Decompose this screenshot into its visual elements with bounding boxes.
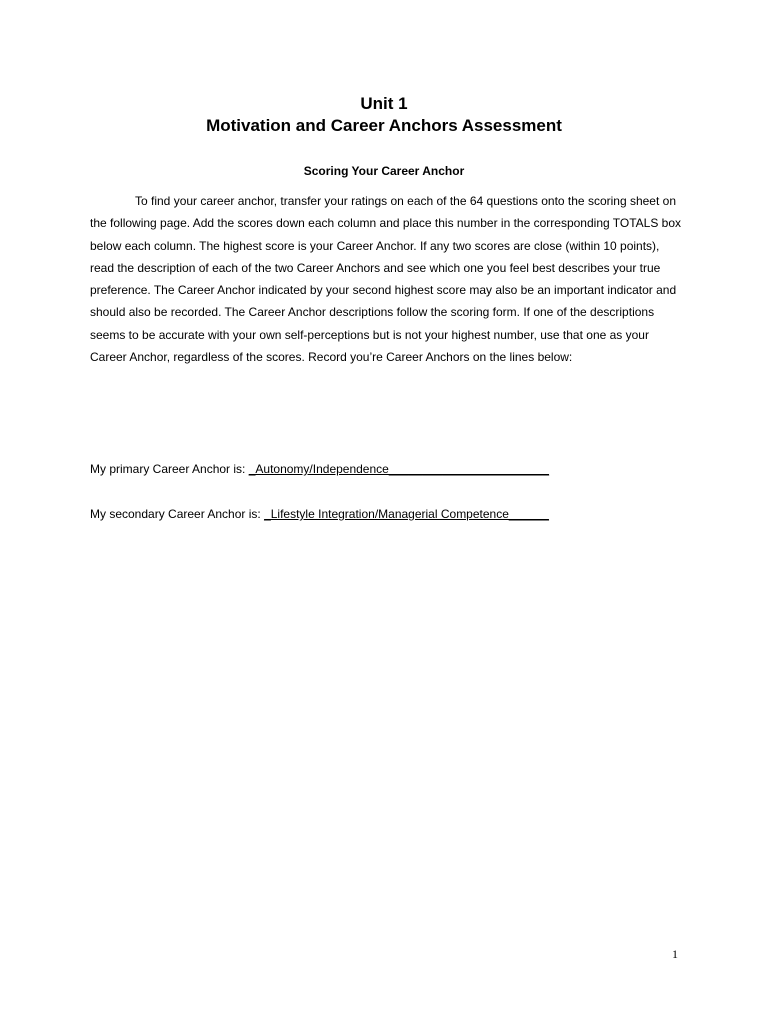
unit-title: Unit 1 [360, 94, 408, 113]
secondary-anchor-value: _Lifestyle Integration/Managerial Competence______ [264, 507, 549, 521]
secondary-anchor-label: My secondary Career Anchor is: [90, 507, 265, 521]
primary-anchor-label: My primary Career Anchor is: [90, 462, 249, 476]
document-title: Motivation and Career Anchors Assessment [206, 116, 562, 135]
primary-anchor-line [90, 461, 549, 477]
primary-anchor-value: _Autonomy/Independence________________________ [248, 462, 549, 476]
instructions-paragraph: To find your career anchor, transfer your ratings on each of the 64 questions onto the scoring sheet on the following page. Add the scores down each column and place this number in the corresponding TOTALS box below each column. The highest score is your Career Anchor. If any two scores are close (within 10 points), read the description of each of the two Career Anchors and see which one you feel best describes your true preference. The Career Anchor indicated by your second highest score may also be an important indicator and should also be recorded. The Career Anchor descriptions follow the scoring form. If one of the descriptions seems to be accurate with your own self-perceptions but is not your highest number, use that one as your Career Anchor, regardless of the scores. Record you’re Career Anchors on the lines below: [90, 194, 682, 365]
secondary-anchor-line [90, 506, 549, 522]
section-heading: Scoring Your Career Anchor [303, 164, 465, 178]
page-number: 1 [672, 947, 678, 961]
title-block [0, 93, 768, 137]
